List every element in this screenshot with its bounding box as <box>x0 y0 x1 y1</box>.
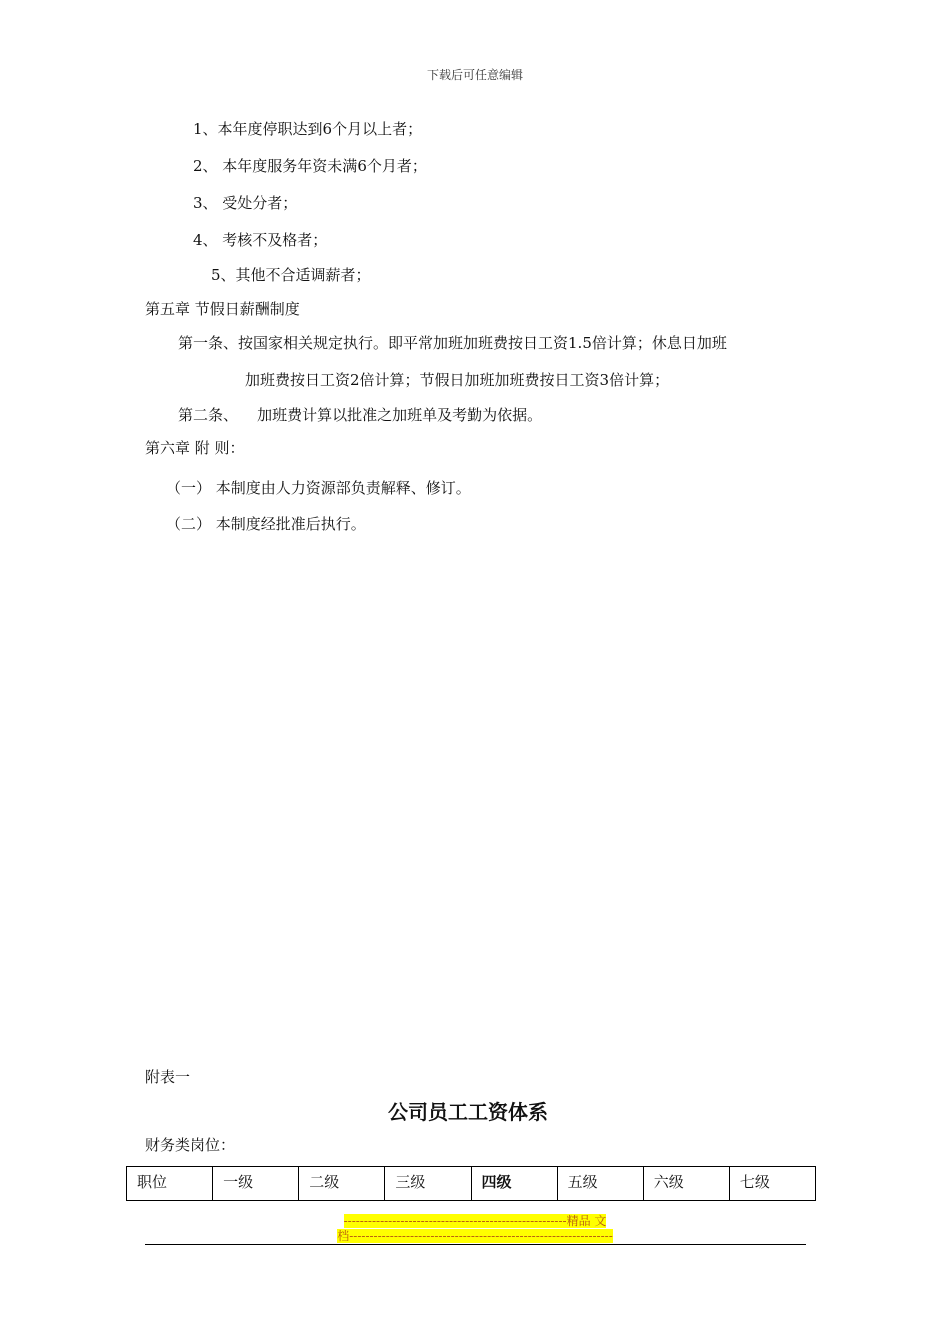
table-header-cell: 四级 <box>471 1167 557 1201</box>
table-title: 公司员工工资体系 <box>388 1100 548 1124</box>
chapter-heading: 第六章 附 则： <box>145 439 245 457</box>
footer-rule <box>145 1244 806 1245</box>
table-header-cell: 一级 <box>213 1167 299 1201</box>
appendix-label: 附表一 <box>145 1068 191 1086</box>
table-row <box>127 1167 816 1201</box>
table-header-cell: 职位 <box>127 1167 213 1201</box>
list-item: 2、 本年度服务年资未满6个月者； <box>193 157 427 175</box>
footer-watermark-text: -------------------------------------------------------精品 文 <box>343 1214 607 1228</box>
table-header-cell: 五级 <box>557 1167 643 1201</box>
footer-watermark-line <box>0 1227 950 1244</box>
list-item: 3、 受处分者； <box>193 194 298 212</box>
article-paragraph: 第二条、 加班费计算以批准之加班单及考勤为依据。 <box>178 406 543 424</box>
page-header: 下载后可任意编辑 <box>426 68 523 82</box>
table-header-cell: 七级 <box>729 1167 815 1201</box>
table-header-cell: 三级 <box>385 1167 471 1201</box>
section-label: 财务类岗位： <box>145 1136 236 1154</box>
clause-item: （一） 本制度由人力资源部负责解释、修订。 <box>166 479 471 497</box>
list-item: 4、 考核不及格者； <box>193 231 328 249</box>
table-header-cell: 二级 <box>299 1167 385 1201</box>
article-paragraph: 第一条、按国家相关规定执行。即平常加班加班费按日工资1.5倍计算；休息日加班 <box>178 334 727 352</box>
clause-item: （二） 本制度经批准后执行。 <box>166 515 366 533</box>
table-header-cell: 六级 <box>643 1167 729 1201</box>
list-item: 5、其他不合适调薪者； <box>211 266 371 284</box>
chapter-heading: 第五章 节假日薪酬制度 <box>145 300 300 318</box>
article-paragraph-continued: 加班费按日工资2倍计算；节假日加班加班费按日工资3倍计算； <box>245 371 670 389</box>
list-item: 1、本年度停职达到6个月以上者； <box>193 120 423 138</box>
footer-watermark-text: 档----------------------------------------------------------------- <box>337 1229 613 1243</box>
salary-grade-table <box>126 1166 816 1201</box>
